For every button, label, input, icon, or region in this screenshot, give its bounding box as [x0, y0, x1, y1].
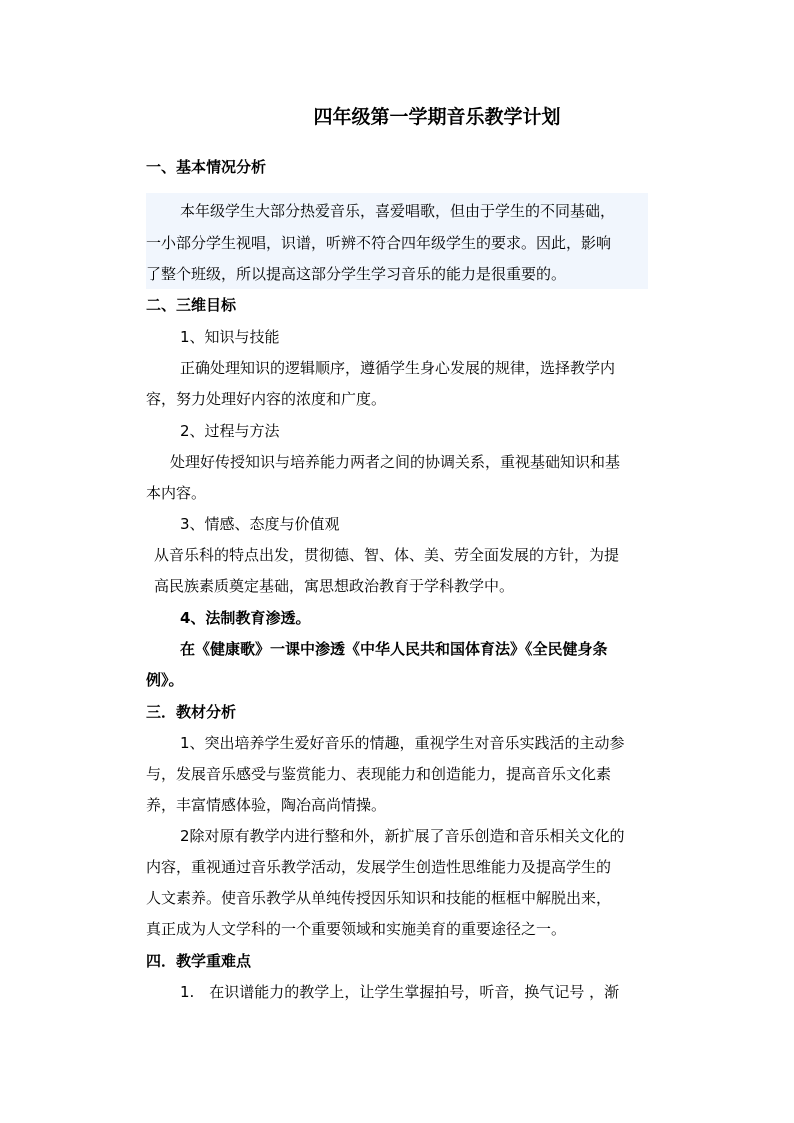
paragraph-line: 本内容。 — [146, 484, 207, 502]
paragraph-line: 2除对原有教学内进行整和外，新扩展了音乐创造和音乐相关文化的 — [180, 827, 625, 845]
paragraph-line: 真正成为人文学科的一个重要领域和实施美育的重要途径之一。 — [146, 920, 567, 938]
paragraph-line: 人文素养。使音乐教学从单纯传授因乐知识和技能的框框中解脱出来， — [146, 889, 612, 907]
paragraph-line: 与，发展音乐感受与鉴赏能力、表现能力和创造能力，提高音乐文化素 — [146, 765, 612, 783]
document-title: 四年级第一学期音乐教学计划 — [313, 106, 561, 128]
paragraph-line: 容，努力处理好内容的浓度和广度。 — [146, 390, 387, 408]
paragraph-line: 从音乐科的特点出发，贯彻德、智、体、美、劳全面发展的方针，为提 — [154, 546, 620, 564]
paragraph-line: 在《健康歌》一课中渗透《中华人民共和国体育法》《全民健身条 — [180, 640, 608, 658]
paragraph-line: 高民族素质奠定基础，寓思想政治教育于学科教学中。 — [154, 577, 515, 595]
subheading-knowledge-skills: 1、知识与技能 — [180, 328, 280, 346]
paragraph-line: 正确处理知识的逻辑顺序，遵循学生身心发展的规律，选择教学内 — [180, 359, 616, 377]
paragraph-line: 内容，重视通过音乐教学活动，发展学生创造性思维能力及提高学生的 — [146, 858, 612, 876]
paragraph-line: 例》。 — [146, 671, 184, 689]
paragraph-line: 一小部分学生视唱，识谱，听辨不符合四年级学生的要求。因此，影响 — [146, 234, 612, 252]
paragraph-line: 1. 在识谱能力的教学上，让学生掌握拍号，听音，换气记号 ，渐 — [180, 983, 620, 1001]
section-heading-textbook-analysis: 三．教材分析 — [146, 703, 237, 721]
section-heading-key-points: 四．教学重难点 — [146, 952, 252, 970]
subheading-emotion-attitude: 3、情感、态度与价值观 — [180, 515, 340, 533]
paragraph-line: 1、突出培养学生爱好音乐的情趣，重视学生对音乐实践活的主动参 — [180, 734, 625, 752]
section-heading-basic-analysis: 一、基本情况分析 — [146, 158, 267, 176]
subheading-process-method: 2、过程与方法 — [180, 422, 280, 440]
paragraph-line: 了整个班级，所以提高这部分学生学习音乐的能力是很重要的。 — [146, 265, 567, 283]
paragraph-line: 处理好传授知识与培养能力两者之间的协调关系，重视基础知识和基 — [170, 453, 621, 471]
paragraph-line: 养，丰富情感体验，陶冶高尚情操。 — [146, 796, 387, 814]
subheading-legal-education: 4、法制教育渗透。 — [180, 609, 311, 627]
section-heading-three-goals: 二、三维目标 — [146, 296, 237, 314]
paragraph-line: 本年级学生大部分热爱音乐，喜爱唱歌，但由于学生的不同基础， — [180, 202, 616, 220]
